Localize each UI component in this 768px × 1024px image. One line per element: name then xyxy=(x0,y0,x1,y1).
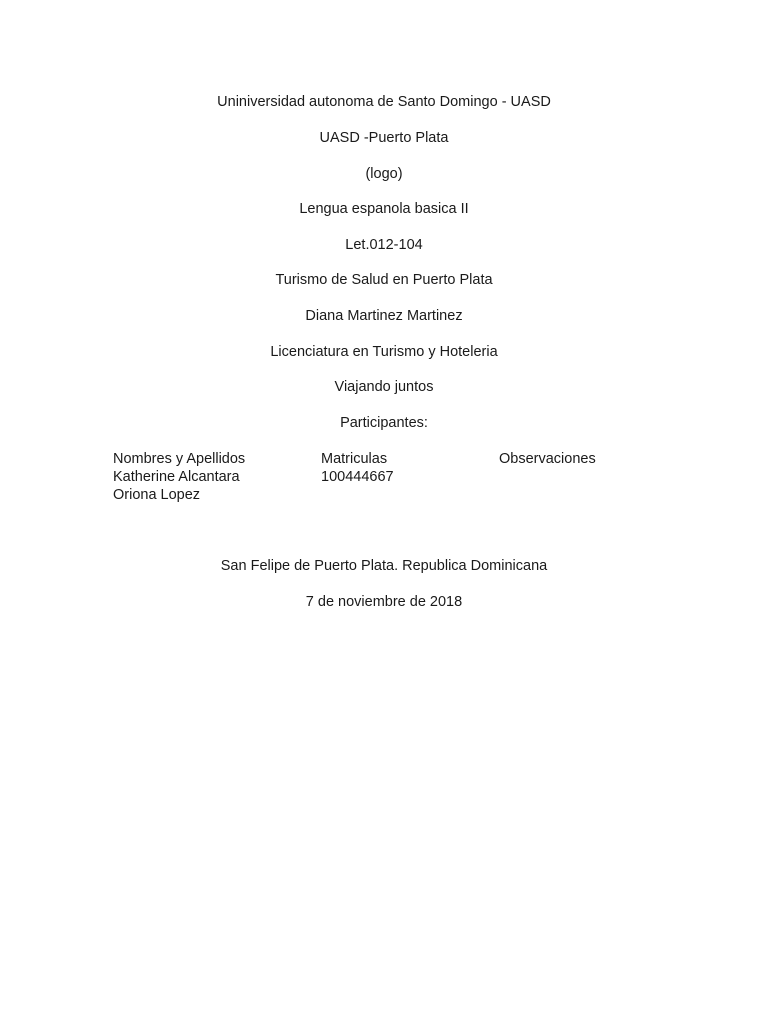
course-section: Let.012-104 xyxy=(345,237,423,253)
header-observaciones: Observaciones xyxy=(499,451,596,467)
date-line: 7 de noviembre de 2018 xyxy=(305,594,463,610)
participant-name: Katherine Alcantara xyxy=(113,469,240,485)
document-topic: Turismo de Salud en Puerto Plata xyxy=(275,272,493,288)
course-name: Lengua espanola basica II xyxy=(299,201,469,217)
program-name: Licenciatura en Turismo y Hoteleria xyxy=(270,344,498,360)
participants-table xyxy=(113,450,653,504)
group-name: Viajando juntos xyxy=(334,379,434,395)
campus-name: UASD -Puerto Plata xyxy=(319,130,449,146)
instructor-name: Diana Martinez Martinez xyxy=(305,308,463,324)
table-header-row xyxy=(113,450,653,468)
header-matriculas: Matriculas xyxy=(321,451,388,467)
table-row xyxy=(113,486,653,504)
university-name: Uniniversidad autonoma de Santo Domingo - UASD xyxy=(217,94,551,110)
header-names: Nombres y Apellidos xyxy=(113,451,246,467)
participant-matricula: 100444667 xyxy=(321,469,394,485)
table-row xyxy=(113,468,653,486)
participant-name: Oriona Lopez xyxy=(113,487,201,503)
participants-label: Participantes: xyxy=(340,415,428,431)
logo-placeholder: (logo) xyxy=(365,166,403,182)
location-line: San Felipe de Puerto Plata. Republica Dominicana xyxy=(220,558,548,574)
